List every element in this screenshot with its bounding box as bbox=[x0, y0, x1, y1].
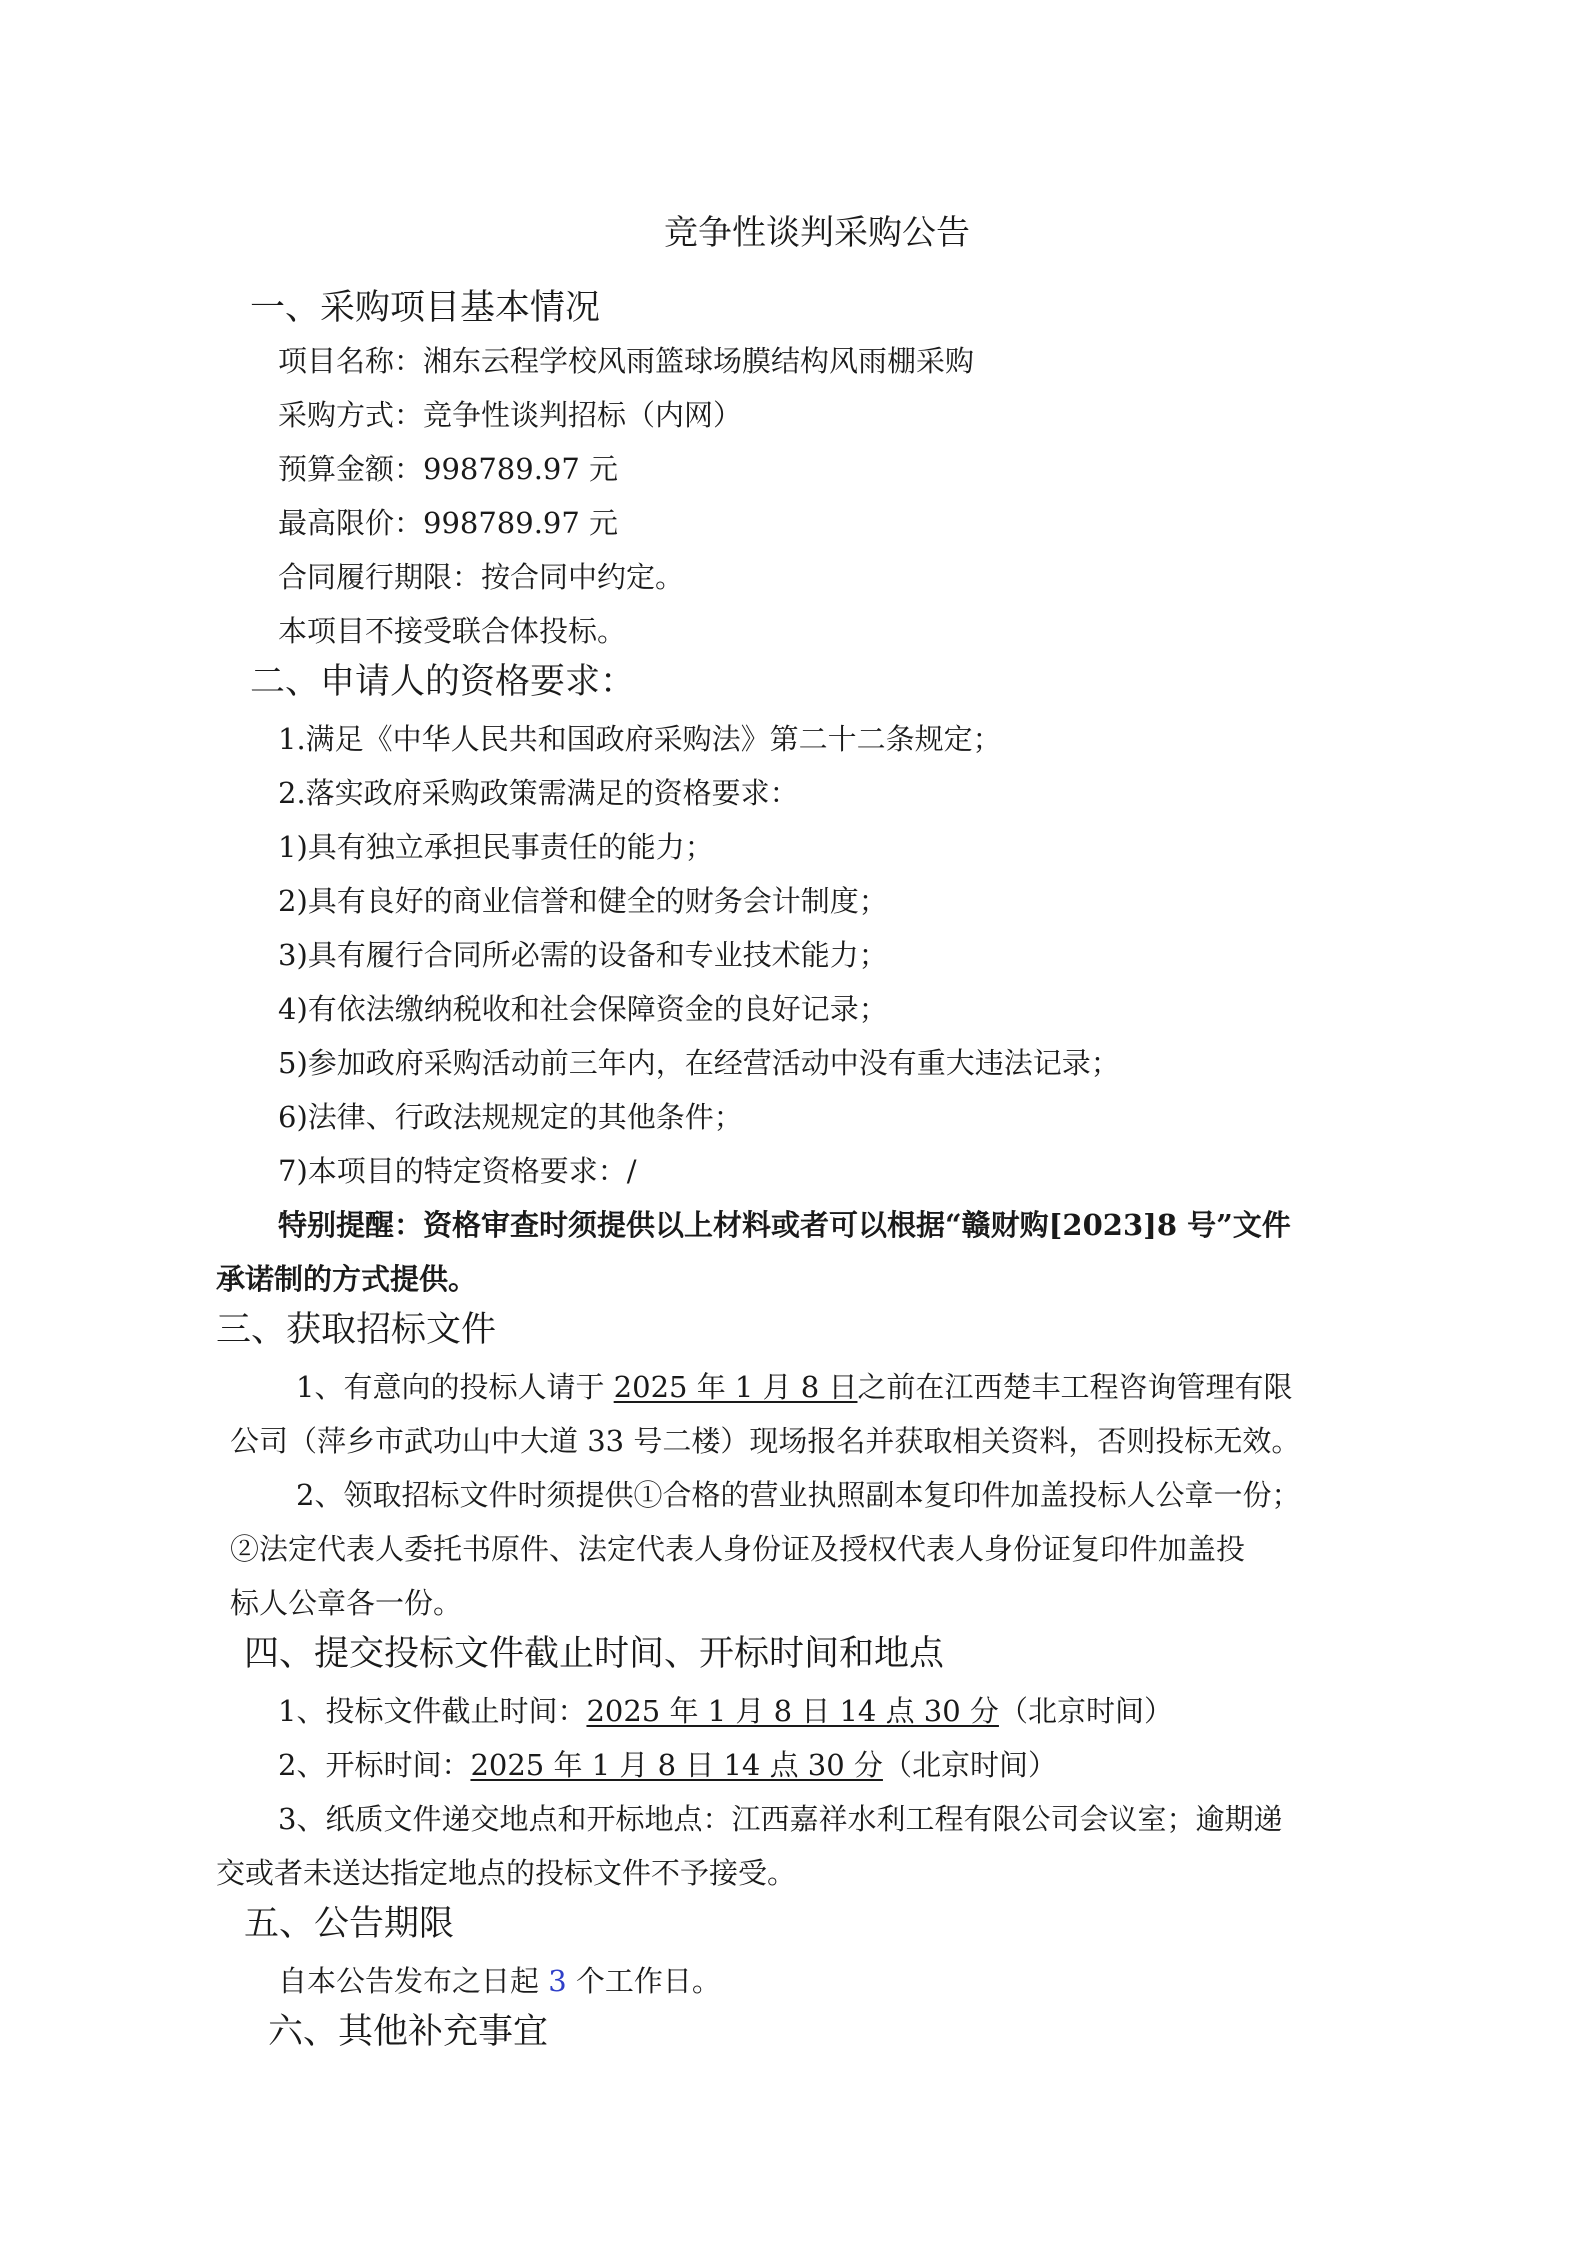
obtain-docs-para-2-line-2: ②法定代表人委托书原件、法定代表人身份证及授权代表人身份证复印件加盖投 bbox=[230, 1532, 1246, 1566]
submission-location-line-2: 交或者未送达指定地点的投标文件不予接受。 bbox=[216, 1856, 797, 1890]
bid-deadline-suffix: （北京时间） bbox=[998, 1694, 1173, 1728]
contract-term: 合同履行期限：按合同中约定。 bbox=[278, 560, 685, 594]
bid-opening-suffix: （北京时间） bbox=[882, 1748, 1057, 1782]
special-reminder-line-1: 特别提醒：资格审查时须提供以上材料或者可以根据“赣财购[2023]8 号”文件 bbox=[278, 1208, 1291, 1242]
project-name: 项目名称：湘东云程学校风雨篮球场膜结构风雨棚采购 bbox=[278, 344, 975, 378]
section-6-heading: 六、其他补充事宜 bbox=[268, 2012, 549, 2052]
obtain-docs-para-2-line-3: 标人公章各一份。 bbox=[230, 1586, 463, 1620]
max-price: 最高限价：998789.97 元 bbox=[278, 506, 619, 540]
section-2-heading: 二、申请人的资格要求： bbox=[250, 662, 636, 702]
announcement-days: 3 bbox=[548, 1964, 567, 1998]
obtain-docs-text-post: 之前在江西楚丰工程咨询管理有限 bbox=[857, 1370, 1293, 1404]
section-4-heading: 四、提交投标文件截止时间、开标时间和地点 bbox=[244, 1634, 945, 1674]
submission-location-line-1: 3、纸质文件递交地点和开标地点：江西嘉祥水利工程有限公司会议室；逾期递 bbox=[278, 1802, 1283, 1836]
obtain-docs-para-1-line-1 bbox=[296, 1369, 1292, 1405]
registration-deadline-date: 2025 年 1 月 8 日 bbox=[613, 1370, 858, 1404]
obtain-docs-para-1-line-2: 公司（萍乡市武功山中大道 33 号二楼）现场报名并获取相关资料，否则投标无效。 bbox=[230, 1424, 1301, 1458]
qualification-item-1: 1)具有独立承担民事责任的能力； bbox=[278, 830, 714, 864]
document-title: 竞争性谈判采购公告 bbox=[664, 213, 970, 253]
section-1-heading: 一、采购项目基本情况 bbox=[250, 288, 601, 328]
obtain-docs-para-2-line-1: 2、领取招标文件时须提供①合格的营业执照副本复印件加盖投标人公章一份； bbox=[296, 1478, 1301, 1512]
qualification-item-4: 4)有依法缴纳税收和社会保障资金的良好记录； bbox=[278, 992, 888, 1026]
bid-opening-date: 2025 年 1 月 8 日 14 点 30 分 bbox=[470, 1748, 883, 1782]
section-3-heading: 三、获取招标文件 bbox=[216, 1310, 497, 1350]
bid-deadline-label: 1、投标文件截止时间： bbox=[278, 1694, 587, 1728]
announcement-period bbox=[278, 1963, 721, 1999]
bid-opening-time bbox=[278, 1747, 1057, 1783]
bid-deadline-date: 2025 年 1 月 8 日 14 点 30 分 bbox=[586, 1694, 999, 1728]
budget-amount: 预算金额：998789.97 元 bbox=[278, 452, 619, 486]
procurement-method: 采购方式：竞争性谈判招标（内网） bbox=[278, 398, 743, 432]
obtain-docs-text-pre: 1、有意向的投标人请于 bbox=[296, 1370, 614, 1404]
requirement-2: 2.落实政府采购政策需满足的资格要求： bbox=[278, 776, 799, 810]
bid-opening-label: 2、开标时间： bbox=[278, 1748, 471, 1782]
qualification-item-5: 5)参加政府采购活动前三年内，在经营活动中没有重大违法记录； bbox=[278, 1046, 1120, 1080]
bid-deadline bbox=[278, 1693, 1173, 1729]
consortium-note: 本项目不接受联合体投标。 bbox=[278, 614, 627, 648]
qualification-item-6: 6)法律、行政法规规定的其他条件； bbox=[278, 1100, 743, 1134]
announcement-period-pre: 自本公告发布之日起 bbox=[278, 1964, 549, 1998]
qualification-item-3: 3)具有履行合同所必需的设备和专业技术能力； bbox=[278, 938, 888, 972]
qualification-item-7: 7)本项目的特定资格要求：/ bbox=[278, 1154, 637, 1188]
qualification-item-2: 2)具有良好的商业信誉和健全的财务会计制度； bbox=[278, 884, 888, 918]
requirement-1: 1.满足《中华人民共和国政府采购法》第二十二条规定； bbox=[278, 722, 1002, 756]
section-5-heading: 五、公告期限 bbox=[244, 1904, 455, 1944]
special-reminder-line-2: 承诺制的方式提供。 bbox=[216, 1262, 478, 1296]
announcement-period-post: 个工作日。 bbox=[566, 1964, 721, 1998]
